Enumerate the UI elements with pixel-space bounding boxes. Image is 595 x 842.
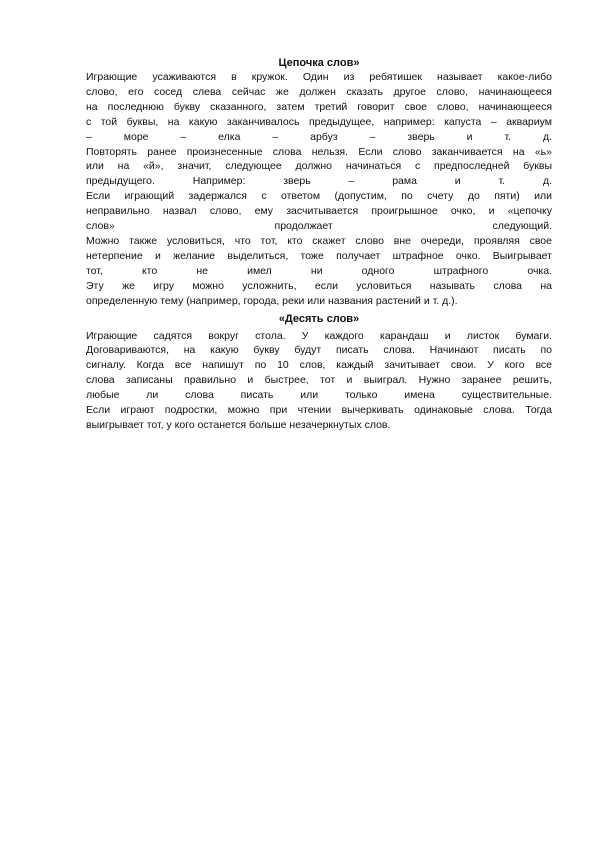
section-title-chain-of-words: Цепочка слов» <box>278 57 360 69</box>
text-line: на последнюю букву сказанного, затем третий говорит свое слово, начинающееся <box>86 100 552 113</box>
text-line: Договариваются, на какую букву будут писать слова. Начинают писать по <box>86 344 552 357</box>
text-line: Повторять ранее произнесенные слова нельзя. Если слово заканчивается на «ь» <box>86 145 552 158</box>
text-line: или на «й», значит, следующее должно начинаться с предпоследней буквы <box>86 160 552 173</box>
text-line: нетерпение и желание выделиться, тоже получает штрафное очко. Выигрывает <box>86 249 552 262</box>
paragraph-variation <box>86 279 552 309</box>
text-line: с той буквы, на какую заканчивалось предыдущее, например: капуста – аквариум <box>86 115 552 128</box>
text-line: предыдущего. Например: зверь – рама и т. д. <box>86 175 552 188</box>
text-line: Эту же игру можно усложнить, если условиться называть слова на <box>86 279 552 292</box>
text-line: слова записаны правильно и быстрее, тот и выиграл. Нужно заранее решить, <box>86 374 552 387</box>
text-line: Играющие садятся вокруг стола. У каждого карандаш и листок бумаги. <box>86 329 552 342</box>
text-line: сигналу. Когда все напишут по 10 слов, каждый зачитывает свои. У кого все <box>86 359 552 372</box>
paragraph-rules <box>86 70 552 145</box>
text-line: Если играют подростки, можно при чтении вычеркивать одинаковые слова. Тогда <box>86 404 552 417</box>
text-line: Играющие усаживаются в кружок. Один из ребятишек называет какое-либо <box>86 71 552 83</box>
text-line: определенную тему (например, города, реки или названия растений и т. д.). <box>86 294 458 307</box>
text-line: слово, его сосед слева сейчас же должен сказать другое слово, начинающееся <box>86 85 552 98</box>
paragraph-no-repeats <box>86 145 552 190</box>
paragraph-teenagers <box>86 403 552 433</box>
text-line: Можно также условиться, что тот, кто скажет слово вне очереди, проявляя свое <box>86 234 552 247</box>
text-line: выигрывает тот, у кого останется больше незачеркнутых слов. <box>86 418 391 431</box>
paragraph-penalty <box>86 189 552 234</box>
paragraph-ten-words-rules <box>86 329 552 404</box>
text-line: любые ли слова писать или только имена существительные. <box>86 389 552 402</box>
paragraph-out-of-turn <box>86 234 552 279</box>
text-line: Если играющий задержался с ответом (допустим, по счету до пяти) или <box>86 190 552 203</box>
text-line: тот, кто не имел ни одного штрафного очка. <box>86 264 552 277</box>
text-line: слов» продолжает следующий. <box>86 220 552 233</box>
section-title-ten-words: «Десять слов» <box>278 312 360 325</box>
document-body <box>86 56 552 433</box>
text-line: – море – елка – арбуз – зверь и т. д. <box>86 130 552 143</box>
text-line: неправильно назвал слово, ему засчитывается проигрышное очко, и «цепочку <box>86 205 552 218</box>
